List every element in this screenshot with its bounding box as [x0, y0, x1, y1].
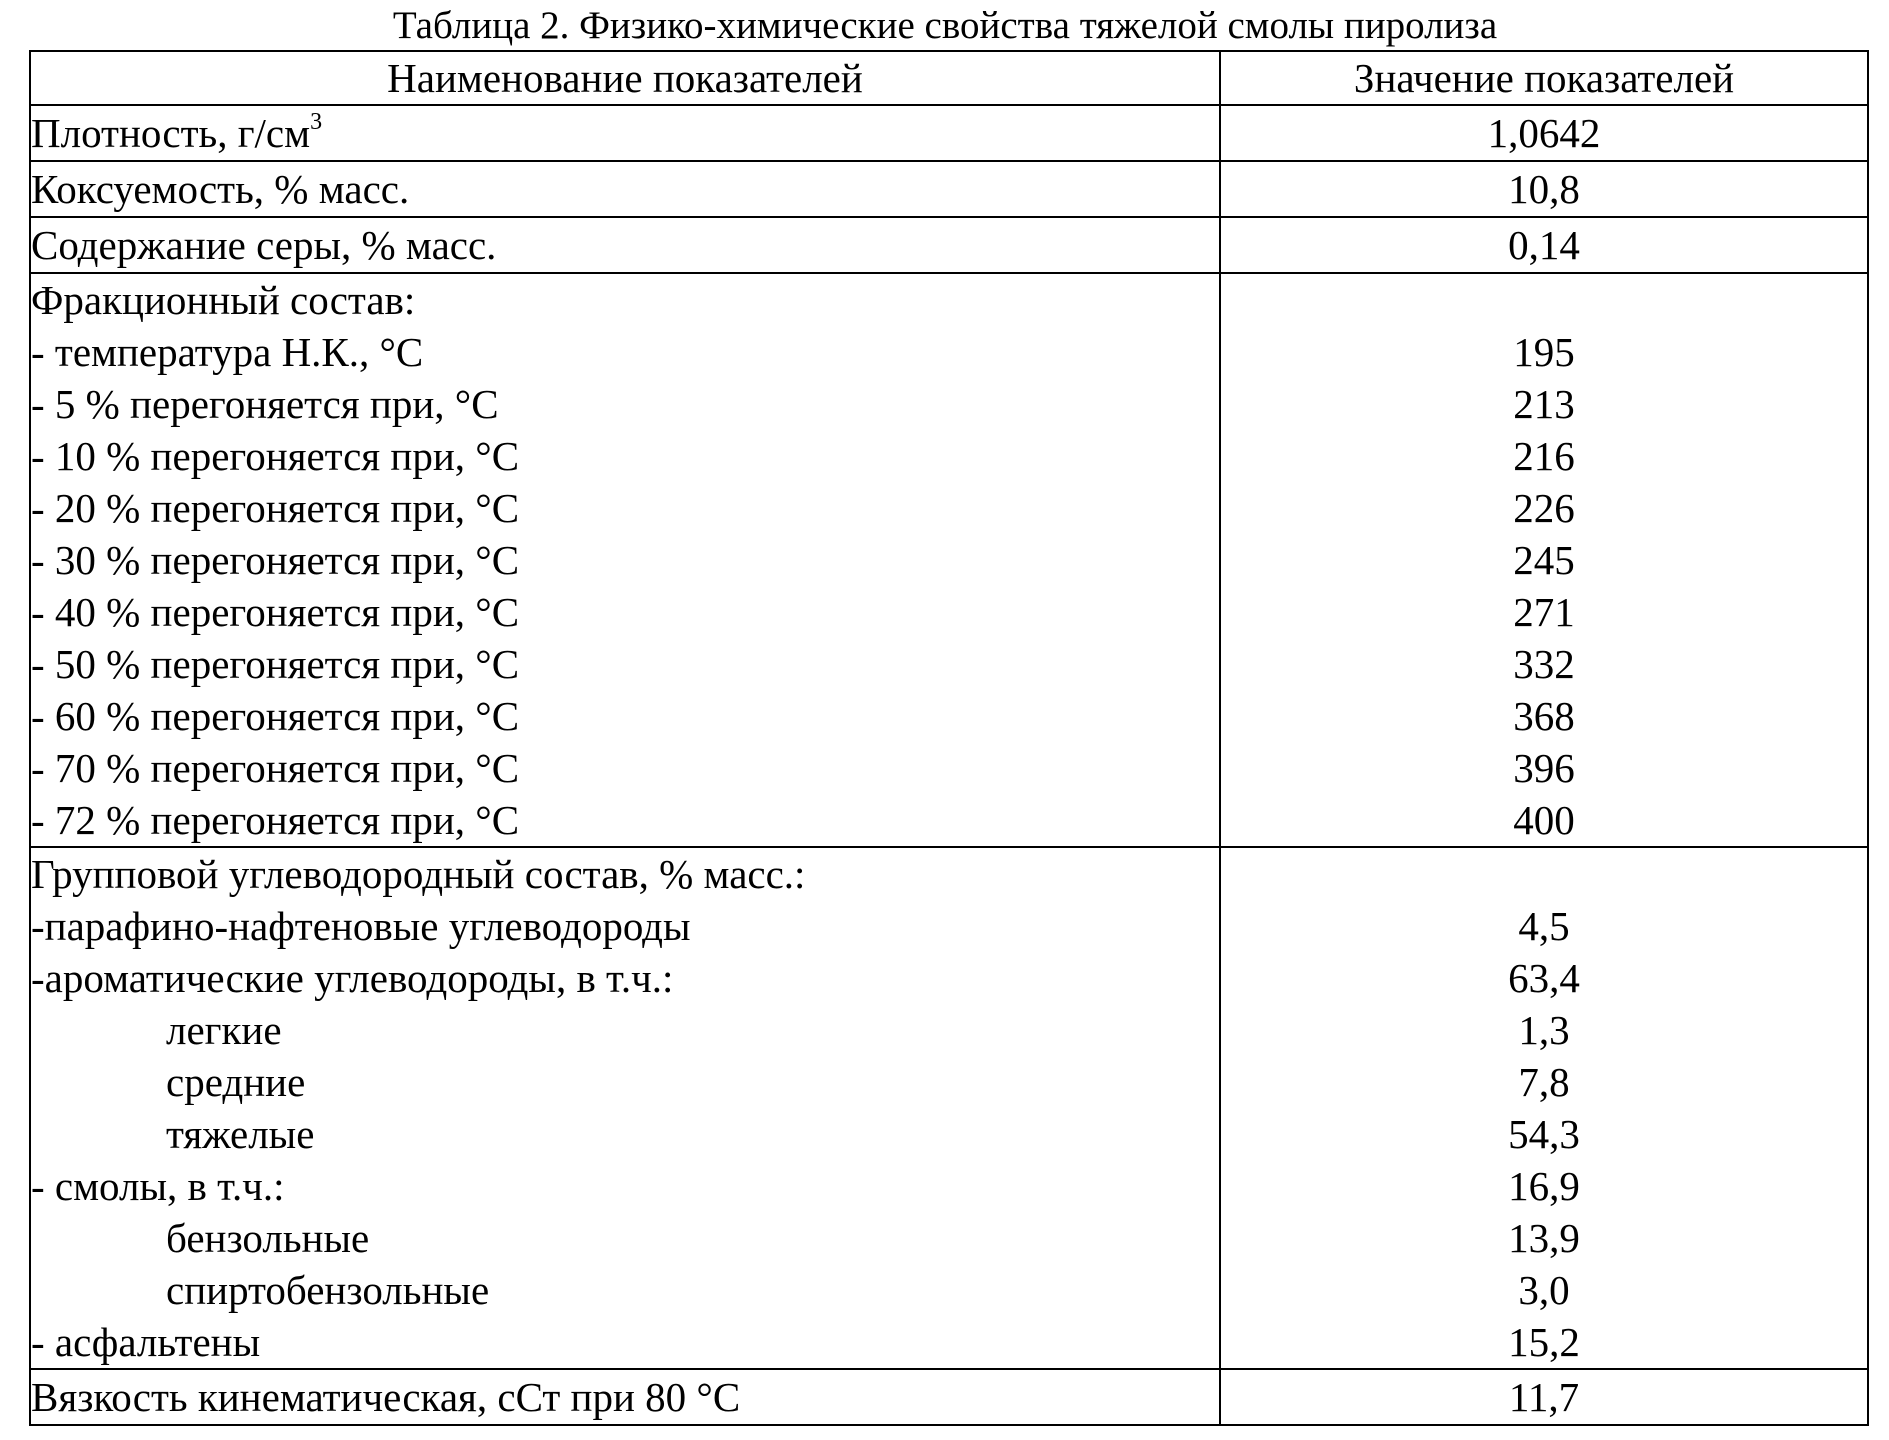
fractional-item-value: 400	[1513, 797, 1575, 843]
table-caption: Таблица 2. Физико-химические свойства тяжелой смолы пиролиза	[392, 4, 1498, 47]
header-name: Наименование показателей	[30, 51, 1220, 105]
viscosity-value: 11,7	[1508, 1374, 1580, 1420]
fractional-item-label: - 5 % перегоняется при, °С	[31, 381, 499, 427]
fractional-item-label: - 50 % перегоняется при, °С	[31, 641, 520, 687]
fractional-item-label: - 40 % перегоняется при, °С	[31, 589, 520, 635]
group-subitem-label: бензольные	[166, 1215, 370, 1261]
fractional-label-cell	[30, 273, 1220, 847]
fractional-item-label: - 30 % перегоняется при, °С	[31, 537, 520, 583]
group-subitem-label: тяжелые	[166, 1111, 315, 1157]
group-title-spacer	[1221, 848, 1867, 900]
table-row-group-composition	[30, 847, 1868, 1369]
density-value: 1,0642	[1487, 110, 1601, 156]
fractional-item-value: 226	[1513, 485, 1575, 531]
coking-value: 10,8	[1508, 166, 1580, 212]
header-value: Значение показателей	[1220, 51, 1868, 105]
fractional-item-value: 271	[1513, 589, 1575, 635]
group-item-label: - асфальтены	[31, 1319, 261, 1365]
sulfur-label: Содержание серы, % масс.	[31, 222, 497, 268]
group-item-label: - смолы, в т.ч.:	[31, 1163, 285, 1209]
fractional-item-value: 216	[1513, 433, 1575, 479]
fractional-value-cell	[1220, 273, 1868, 847]
density-label: Плотность, г/см	[31, 110, 311, 156]
group-subitem-value: 13,9	[1508, 1215, 1580, 1261]
viscosity-label: Вязкость кинематическая, сСт при 80 °С	[31, 1374, 741, 1420]
group-subitem-label: средние	[166, 1059, 306, 1105]
density-label-cell	[30, 105, 1220, 161]
table-row-fractional	[30, 273, 1868, 847]
fractional-title: Фракционный состав:	[31, 277, 416, 323]
table-row-density	[30, 105, 1868, 161]
table-row-sulfur	[30, 217, 1868, 273]
group-title: Групповой углеводородный состав, % масс.:	[31, 851, 806, 897]
coking-label: Коксуемость, % масс.	[31, 166, 410, 212]
table-row-coking	[30, 161, 1868, 217]
fractional-item-value: 332	[1513, 641, 1575, 687]
fractional-item-value: 195	[1513, 329, 1575, 375]
fractional-item-label: - 20 % перегоняется при, °С	[31, 485, 520, 531]
table-header-row	[30, 51, 1868, 105]
coking-label-cell	[30, 161, 1220, 217]
fractional-item-label: - 70 % перегоняется при, °С	[31, 745, 520, 791]
viscosity-value-cell	[1220, 1369, 1868, 1425]
fractional-item-value: 368	[1513, 693, 1575, 739]
sulfur-value-cell	[1220, 217, 1868, 273]
group-subitem-value: 54,3	[1508, 1111, 1580, 1157]
group-label-cell	[30, 847, 1220, 1369]
group-subitem-value: 3,0	[1518, 1267, 1570, 1313]
fractional-item-label: - 60 % перегоняется при, °С	[31, 693, 520, 739]
density-value-cell	[1220, 105, 1868, 161]
group-value-cell	[1220, 847, 1868, 1369]
sulfur-value: 0,14	[1508, 222, 1580, 268]
properties-table	[29, 50, 1869, 1426]
fractional-item-value: 213	[1513, 381, 1575, 427]
fractional-item-value: 396	[1513, 745, 1575, 791]
fractional-item-label: - 72 % перегоняется при, °С	[31, 797, 520, 843]
group-subitem-value: 1,3	[1518, 1007, 1570, 1053]
group-item-value: 63,4	[1508, 955, 1580, 1001]
density-unit-superscript: 3	[310, 109, 323, 135]
group-item-label: -парафино-нафтеновые углеводороды	[31, 903, 691, 949]
group-item-label: -ароматические углеводороды, в т.ч.:	[31, 955, 674, 1001]
group-item-value: 15,2	[1508, 1319, 1580, 1365]
group-subitem-label: легкие	[166, 1007, 282, 1053]
fractional-item-value: 245	[1513, 537, 1575, 583]
sulfur-label-cell	[30, 217, 1220, 273]
fractional-item-label: - 10 % перегоняется при, °С	[31, 433, 520, 479]
group-item-value: 16,9	[1508, 1163, 1580, 1209]
viscosity-label-cell	[30, 1369, 1220, 1425]
table-row-viscosity	[30, 1369, 1868, 1425]
fractional-item-label: - температура Н.К., °С	[31, 329, 424, 375]
fractional-title-spacer	[1221, 274, 1867, 326]
group-subitem-value: 7,8	[1518, 1059, 1570, 1105]
coking-value-cell	[1220, 161, 1868, 217]
group-item-value: 4,5	[1518, 903, 1570, 949]
group-subitem-label: спиртобензольные	[166, 1267, 490, 1313]
